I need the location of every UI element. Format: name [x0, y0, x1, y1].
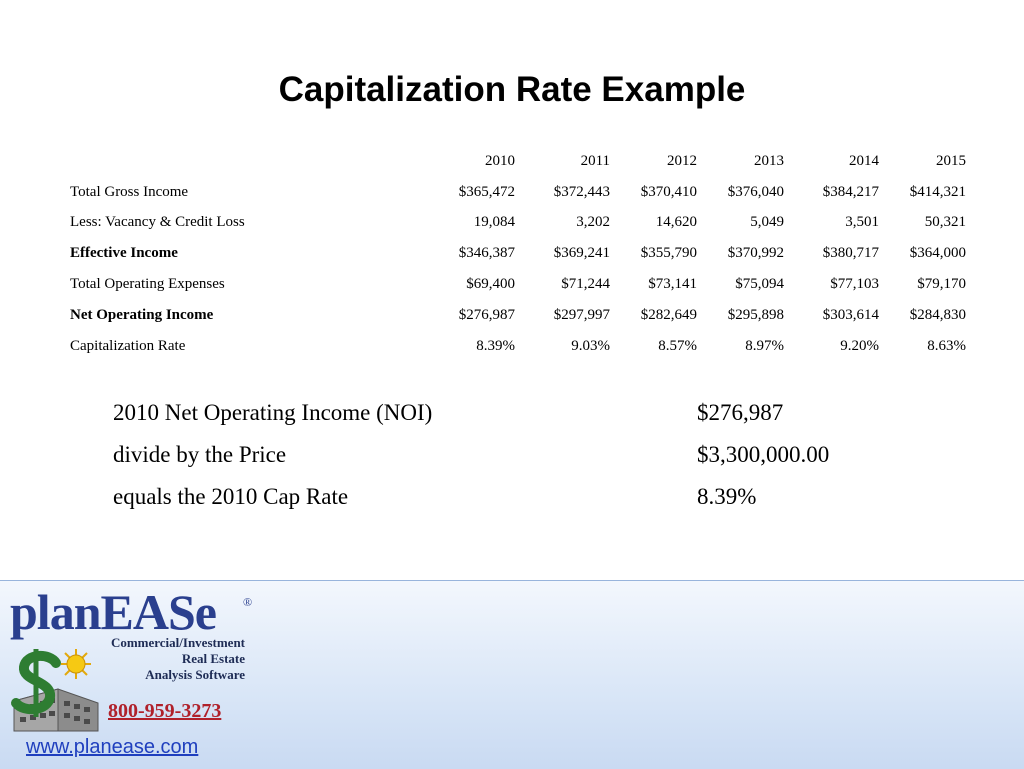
cell-value: 3,501	[845, 214, 879, 231]
cell-value: 9.03%	[571, 337, 611, 354]
cell-value: $364,000	[909, 245, 966, 262]
cell-value: $75,094	[735, 276, 784, 293]
year-header: 2012	[666, 152, 697, 169]
page-title: Capitalization Rate Example	[278, 70, 746, 109]
dollar-sun-building-icon	[6, 645, 106, 735]
table-row	[64, 269, 966, 300]
year-header: 2010	[484, 152, 515, 169]
row-label: Less: Vacancy & Credit Loss	[70, 214, 245, 231]
cell-value: $295,898	[727, 306, 784, 323]
cell-value: $380,717	[822, 245, 879, 262]
registered-mark: ®	[243, 595, 253, 609]
cell-value: $369,241	[553, 245, 611, 262]
cell-value: $284,830	[909, 306, 966, 323]
row-label: Total Gross Income	[70, 183, 189, 200]
cell-value: $71,244	[561, 276, 611, 293]
year-header: 2014	[848, 152, 879, 169]
income-table	[64, 146, 966, 362]
cell-value: 8.97%	[745, 337, 784, 354]
table-row	[64, 177, 966, 208]
cell-value: 50,321	[924, 214, 966, 231]
phone-number[interactable]: 800-959-3273	[108, 700, 222, 722]
dollar-icon	[16, 649, 56, 717]
footer-banner	[0, 580, 1024, 769]
row-label: Capitalization Rate	[70, 337, 186, 354]
tagline-line: Commercial/Investment	[110, 635, 245, 650]
website-link[interactable]: www.planease.com	[26, 736, 199, 758]
planease-logo: planEASe	[10, 584, 216, 640]
cell-value: 8.57%	[658, 337, 697, 354]
cell-value: $73,141	[648, 276, 697, 293]
tagline-line: Real Estate	[181, 651, 245, 666]
cell-value: $370,992	[727, 245, 784, 262]
cell-value: $282,649	[640, 306, 697, 323]
cap-rate-value: 8.39%	[697, 484, 757, 509]
cell-value: $376,040	[727, 183, 784, 200]
cell-value: $276,987	[458, 306, 515, 323]
cell-value: $414,321	[909, 183, 966, 200]
cell-value: $355,790	[640, 245, 697, 262]
year-header: 2015	[936, 152, 966, 169]
header-blank	[64, 146, 422, 177]
row-label: Effective Income	[70, 245, 178, 262]
table-row	[64, 331, 966, 362]
cell-value: $365,472	[458, 183, 515, 200]
cell-value: 14,620	[655, 214, 697, 231]
year-header: 2011	[580, 152, 611, 169]
cell-value: 3,202	[576, 214, 611, 231]
cell-value: $79,170	[917, 276, 966, 293]
cell-value: $77,103	[830, 276, 879, 293]
table-row	[64, 238, 966, 269]
row-label: Net Operating Income	[70, 306, 214, 323]
cell-value: $69,400	[466, 276, 515, 293]
noi-label: 2010 Net Operating Income (NOI)	[113, 400, 433, 425]
tagline-line: Analysis Software	[145, 667, 245, 682]
table-row	[64, 300, 966, 331]
table-row	[64, 208, 966, 239]
price-label: divide by the Price	[113, 442, 287, 467]
cell-value: 19,084	[473, 214, 515, 231]
price-value: $3,300,000.00	[697, 442, 830, 467]
cell-value: 8.63%	[927, 337, 966, 354]
cap-rate-label: equals the 2010 Cap Rate	[113, 484, 349, 509]
cell-value: $372,443	[553, 183, 611, 200]
cell-value: $297,997	[553, 306, 611, 323]
cell-value: 9.20%	[840, 337, 879, 354]
sun-icon	[61, 649, 91, 679]
row-label: Total Operating Expenses	[70, 276, 225, 293]
cell-value: $303,614	[822, 306, 879, 323]
cell-value: $384,217	[822, 183, 879, 200]
noi-value: $276,987	[697, 400, 784, 425]
cell-value: 5,049	[750, 214, 784, 231]
cell-value: 8.39%	[476, 337, 515, 354]
year-header: 2013	[753, 152, 784, 169]
year-header-row	[64, 146, 966, 177]
cell-value: $346,387	[458, 245, 515, 262]
cell-value: $370,410	[640, 183, 697, 200]
